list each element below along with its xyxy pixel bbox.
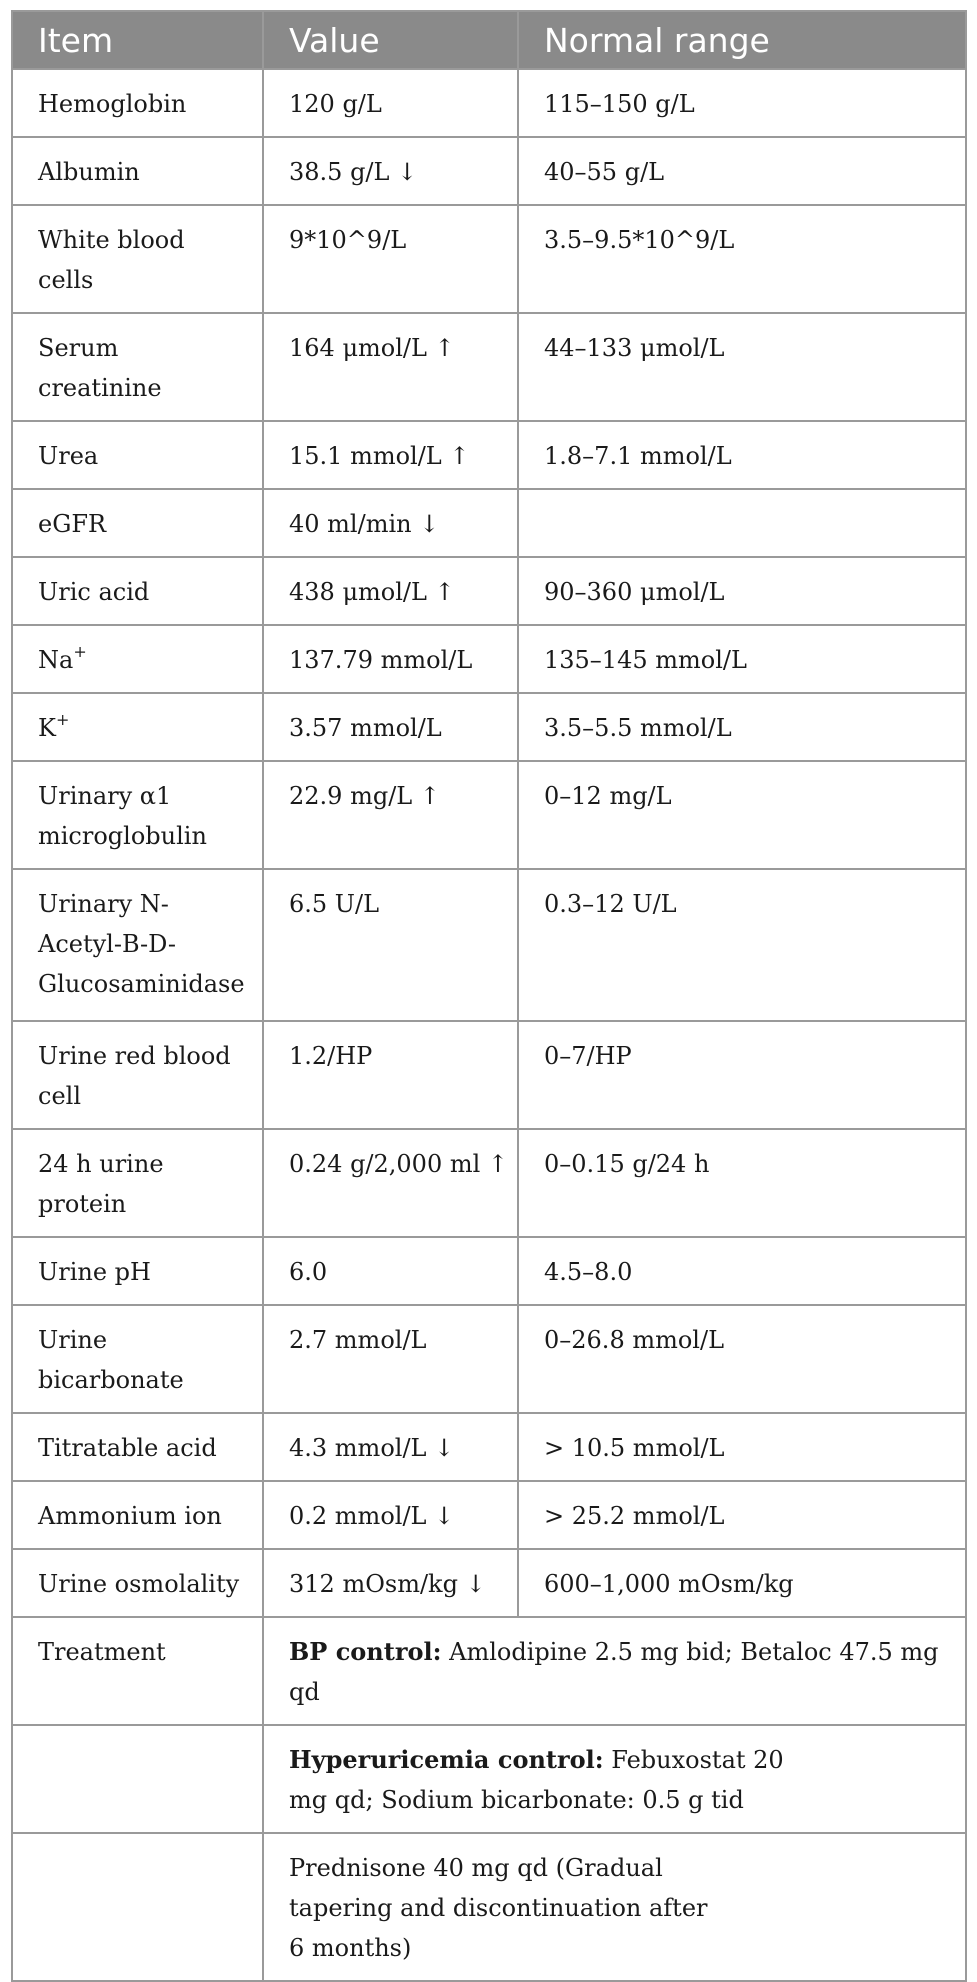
item-cell: Urine pH [12,1237,263,1305]
item-cell: Urine red blood cell [12,1021,263,1129]
value-cell: 438 μmol/L ↑ [263,557,518,625]
value-cell: 2.7 mmol/L [263,1305,518,1413]
table-row [12,205,966,313]
item-cell [12,693,263,761]
header-row [12,11,966,69]
table-row [12,489,966,557]
value-cell: 40 ml/min ↓ [263,489,518,557]
range-cell [518,489,966,557]
range-cell: 115–150 g/L [518,69,966,137]
value-cell: 9*10^9/L [263,205,518,313]
item-cell: Ammonium ion [12,1481,263,1549]
treatment-row [12,1725,966,1833]
range-cell: 1.8–7.1 mmol/L [518,421,966,489]
item-superscript: + [55,710,70,729]
item-cell: Hemoglobin [12,69,263,137]
range-cell: 0–12 mg/L [518,761,966,869]
item-cell: Uric acid [12,557,263,625]
treatment-entry-text: Febuxostat 20 mg qd; Sodium bicarbonate: 0.5 g tid [289,1746,784,1814]
value-cell: 6.5 U/L [263,869,518,1021]
range-cell: 0–0.15 g/24 h [518,1129,966,1237]
item-cell: Urinary α1 microglobulin [12,761,263,869]
item-cell: Titratable acid [12,1413,263,1481]
item-cell: 24 h urine protein [12,1129,263,1237]
value-cell: 137.79 mmol/L [263,625,518,693]
value-cell: 120 g/L [263,69,518,137]
treatment-label-cell: Treatment [12,1617,263,1725]
range-cell: 40–55 g/L [518,137,966,205]
table-row [12,557,966,625]
table-row [12,69,966,137]
table-row [12,1237,966,1305]
table-row [12,869,966,1021]
value-cell: 4.3 mmol/L ↓ [263,1413,518,1481]
value-cell: 6.0 [263,1237,518,1305]
item-cell [12,625,263,693]
treatment-entry-heading: Hyperuricemia control: [289,1745,604,1774]
range-cell: 90–360 μmol/L [518,557,966,625]
table-row [12,761,966,869]
treatment-row [12,1617,966,1725]
value-cell: 1.2/HP [263,1021,518,1129]
item-base: K [38,714,56,742]
value-cell: 15.1 mmol/L ↑ [263,421,518,489]
value-cell: 0.2 mmol/L ↓ [263,1481,518,1549]
range-cell: 0.3–12 U/L [518,869,966,1021]
table-row [12,693,966,761]
item-cell: Urine osmolality [12,1549,263,1617]
treatment-entry-cell [263,1833,966,1981]
treatment-entry-cell [263,1725,966,1833]
table-row [12,137,966,205]
table-row [12,1021,966,1129]
range-cell: 3.5–9.5*10^9/L [518,205,966,313]
item-cell: Urea [12,421,263,489]
range-cell: 135–145 mmol/L [518,625,966,693]
table-row [12,313,966,421]
range-cell: 0–26.8 mmol/L [518,1305,966,1413]
treatment-entry-heading: BP control: [289,1637,442,1666]
lab-results-table [11,10,967,1982]
value-cell: 3.57 mmol/L [263,693,518,761]
item-cell: Serum creatinine [12,313,263,421]
value-cell: 38.5 g/L ↓ [263,137,518,205]
treatment-entry-text: Prednisone 40 mg qd (Gradual tapering and discontinuation after 6 months) [289,1854,708,1962]
table-row [12,625,966,693]
range-cell: 44–133 μmol/L [518,313,966,421]
value-cell: 164 μmol/L ↑ [263,313,518,421]
header-value: Value [263,11,518,69]
range-cell: 600–1,000 mOsm/kg [518,1549,966,1617]
item-superscript: + [73,642,87,661]
treatment-entry-cell [263,1617,966,1725]
table-row [12,1549,966,1617]
header-item: Item [12,11,263,69]
treatment-row [12,1833,966,1981]
range-cell: > 10.5 mmol/L [518,1413,966,1481]
table-row [12,421,966,489]
treatment-empty-cell [12,1833,263,1981]
range-cell: > 25.2 mmol/L [518,1481,966,1549]
range-cell: 3.5–5.5 mmol/L [518,693,966,761]
item-cell: Albumin [12,137,263,205]
item-base: Na [38,646,74,674]
item-cell: eGFR [12,489,263,557]
item-cell: White blood cells [12,205,263,313]
header-normal-range: Normal range [518,11,966,69]
treatment-entry-text: Amlodipine 2.5 mg bid; Betaloc 47.5 mg qd [289,1638,939,1706]
value-cell: 0.24 g/2,000 ml ↑ [263,1129,518,1237]
table-row [12,1413,966,1481]
lab-results-table-container [11,10,965,1982]
item-cell: Urine bicarbonate [12,1305,263,1413]
item-cell: Urinary N-Acetyl-B-D-Glucosaminidase [12,869,263,1021]
table-row [12,1129,966,1237]
range-cell: 4.5–8.0 [518,1237,966,1305]
value-cell: 22.9 mg/L ↑ [263,761,518,869]
table-row [12,1481,966,1549]
value-cell: 312 mOsm/kg ↓ [263,1549,518,1617]
range-cell: 0–7/HP [518,1021,966,1129]
table-row [12,1305,966,1413]
treatment-empty-cell [12,1725,263,1833]
